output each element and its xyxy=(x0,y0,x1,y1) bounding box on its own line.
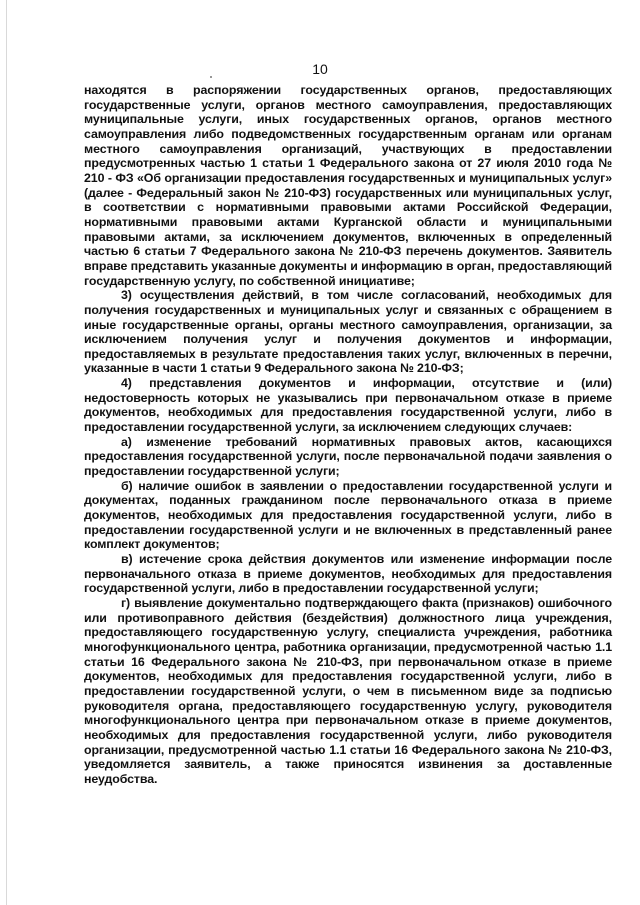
paragraph-item-3: 3) осуществления действий, в том числе согласований, необходимых для получения государственных и муниципальных услуг и связанных с обращением в иные государственные органы, органы местного самоуправления, организации, за исключением получения услуг и получения документов и информации, предоставляемых в результате предоставления таких услуг, включенных в перечни, указанные в части 1 статьи 9 Федерального закона № 210-ФЗ; xyxy=(84,288,612,376)
paragraph-continuation: находятся в распоряжении государственных органов, предоставляющих государственные услуги, органов местного самоуправления, предоставляющих муниципальные услуги, иных государственных органов, органов местного самоуправления либо подведомственных государственным органам или органам местного самоуправления организаций, участвующих в предоставлении предусмотренных частью 1 статьи 1 Федерального закона от 27 июля 2010 года № 210 - ФЗ «Об организации предоставления государственных и муниципальных услуг» (далее - Федеральный закон № 210-ФЗ) государственных или муниципальных услуг, в соответствии с нормативными правовыми актами Российской Федерации, нормативными правовыми актами Курганской области и муниципальными правовыми актами, за исключением документов, включенных в определенный частью 6 статьи 7 Федерального закона № 210-ФЗ перечень документов. Заявитель вправе представить указанные документы и информацию в орган, предоставляющий государственную услугу, по собственной инициативе; xyxy=(84,83,612,288)
body-text xyxy=(84,83,612,787)
paragraph-subitem-v: в) истечение срока действия документов или изменение информации после первоначального отказа в приеме документов, необходимых для предоставления государственной услуги, либо в предоставлении государственной услуги; xyxy=(84,552,612,596)
page-number: 10 xyxy=(312,61,328,77)
paragraph-item-4: 4) представления документов и информации, отсутствие и (или) недостоверность которых не указывались при первоначальном отказе в приеме документов, необходимых для предоставления государственной услуги, либо в предоставлении государственной услуги, за исключением следующих случаев: xyxy=(84,376,612,435)
paragraph-subitem-b: б) наличие ошибок в заявлении о предоставлении государственной услуги и документах, поданных гражданином после первоначального отказа в приеме документов, необходимых для предоставления государственной услуги, либо в предоставлении государственной услуги и не включенных в представленный ранее комплект документов; xyxy=(84,478,612,552)
scan-edge-line xyxy=(6,0,7,905)
paragraph-subitem-a: а) изменение требований нормативных правовых актов, касающихся предоставления государственной услуги, после первоначальной подачи заявления о предоставлении государственной услуги; xyxy=(84,434,612,479)
paragraph-subitem-g: г) выявление документально подтверждающего факта (признаков) ошибочного или противоправного действия (бездействия) должностного лица учреждения, предоставляющего государственную услугу, специалиста учреждения, работника многофункционального центра, работника организации, предусмотренной частью 1.1 статьи 16 Федерального закона № 210-ФЗ, при первоначальном отказе в приеме документов, необходимых для предоставления государственной услуги, либо в предоставлении государственной услуги, о чем в письменном виде за подписью руководителя органа, предоставляющего государственную услугу, руководителя многофункционального центра при первоначальном отказе в приеме документов, необходимых для предоставления государственной услуги, либо руководителя организации, предусмотренной частью 1.1 статьи 16 Федерального закона № 210-ФЗ, уведомляется заявитель, а также приносятся извинения за доставленные неудобства. xyxy=(84,595,612,786)
